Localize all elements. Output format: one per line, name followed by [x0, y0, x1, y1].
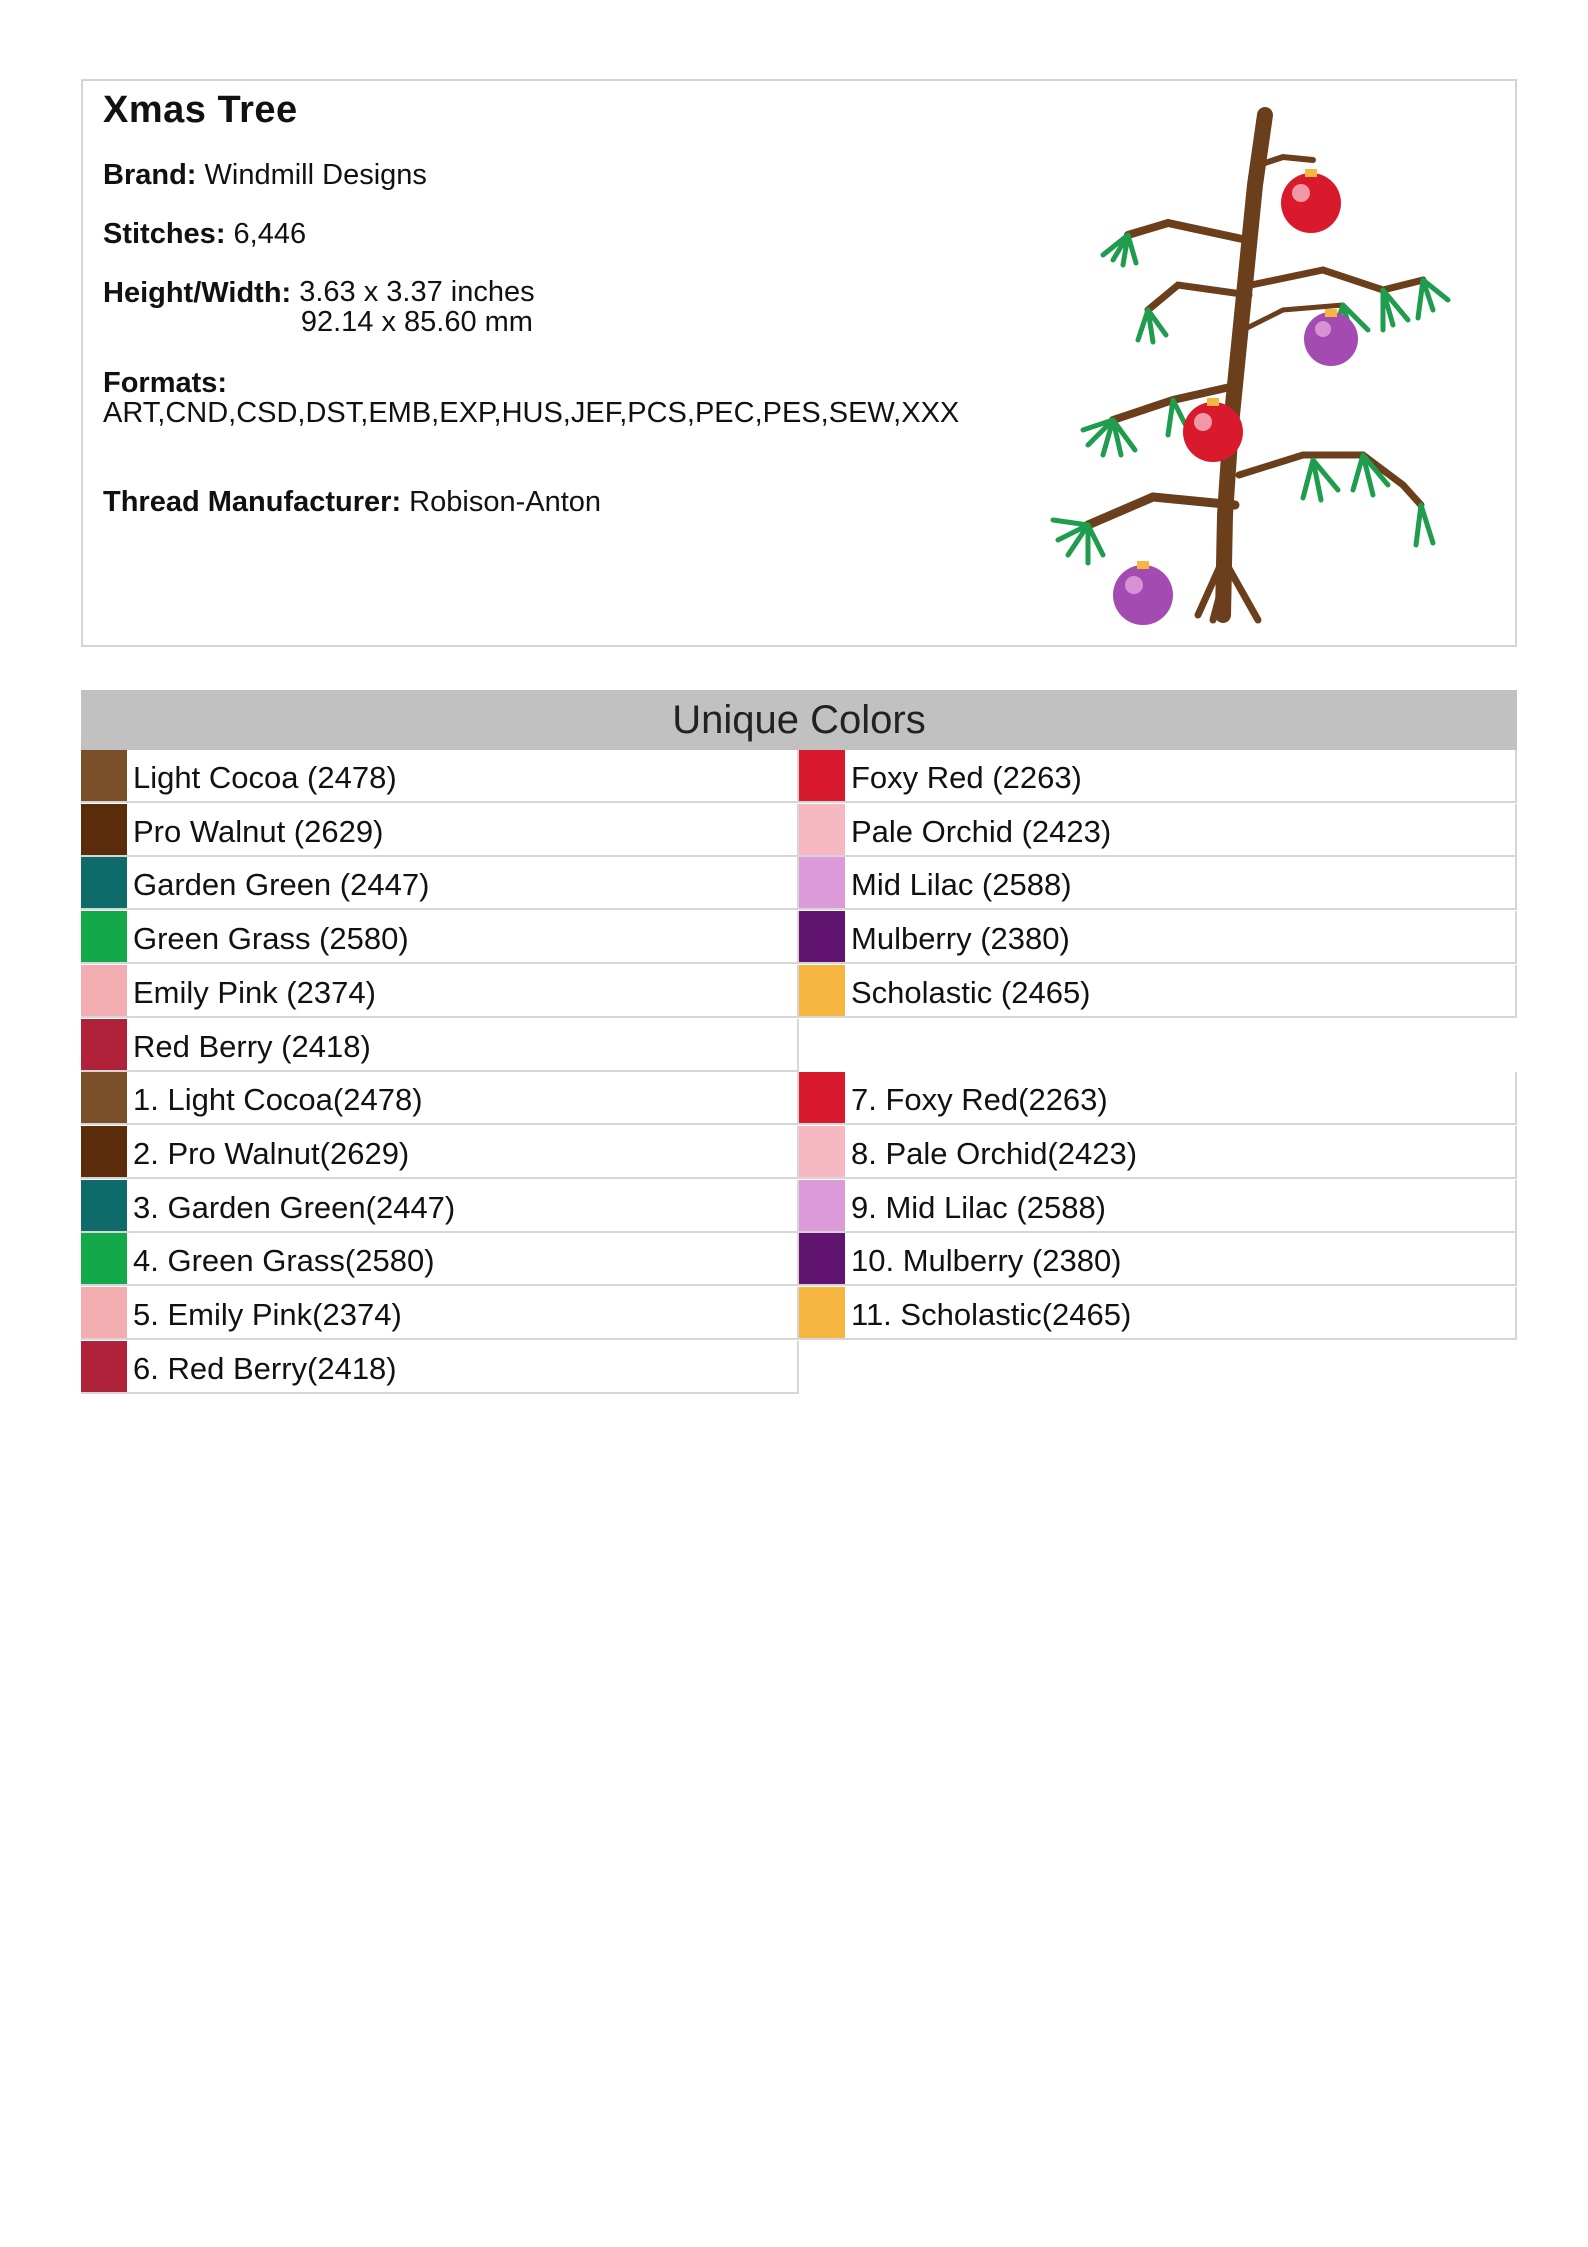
unique-color-row	[81, 857, 799, 910]
color-label: Emily Pink (2374)	[133, 974, 376, 1010]
height-width-field	[103, 277, 535, 337]
unique-color-row	[799, 804, 1517, 857]
color-label: 7. Foxy Red(2263)	[851, 1082, 1108, 1118]
tree-branches	[1088, 115, 1423, 620]
color-swatch	[81, 857, 127, 908]
color-swatch	[799, 1233, 845, 1284]
stitches-field	[103, 218, 306, 251]
brand-field	[103, 159, 427, 192]
formats-field	[103, 368, 983, 428]
unique-color-row	[81, 965, 799, 1018]
sequence-color-row	[81, 1341, 799, 1394]
sequence-color-row	[799, 1233, 1517, 1286]
color-label: Light Cocoa (2478)	[133, 760, 397, 795]
height-width-label: Height/Width:	[103, 277, 292, 309]
color-swatch	[81, 1287, 127, 1338]
color-swatch	[81, 1126, 127, 1177]
thread-manufacturer-value: Robison-Anton	[409, 486, 602, 518]
color-label: 5. Emily Pink(2374)	[133, 1297, 402, 1332]
unique-color-row	[799, 911, 1517, 964]
color-label: 6. Red Berry(2418)	[133, 1350, 397, 1386]
sequence-color-row	[81, 1180, 799, 1233]
color-swatch	[799, 1072, 845, 1123]
color-swatch	[799, 1287, 845, 1338]
color-swatch	[799, 857, 845, 908]
ornament-purple-left	[1113, 561, 1173, 625]
color-swatch	[81, 804, 127, 855]
color-label: 10. Mulberry (2380)	[851, 1243, 1122, 1279]
color-swatch	[81, 750, 127, 801]
color-label: 11. Scholastic(2465)	[851, 1297, 1132, 1332]
color-swatch	[81, 1341, 127, 1392]
color-swatch	[799, 965, 845, 1016]
color-label: 9. Mid Lilac (2588)	[851, 1189, 1107, 1225]
sequence-color-row	[799, 1180, 1517, 1233]
ornament-purple-right	[1304, 309, 1358, 366]
color-swatch	[799, 750, 845, 801]
unique-color-row	[81, 911, 799, 964]
color-swatch	[81, 1180, 127, 1231]
stitches-value: 6,446	[233, 218, 307, 250]
sequence-color-row	[799, 1126, 1517, 1179]
color-swatch	[799, 911, 845, 962]
color-label: 2. Pro Walnut(2629)	[133, 1135, 410, 1171]
color-label: Mid Lilac (2588)	[851, 867, 1072, 903]
color-label: Red Berry (2418)	[133, 1028, 371, 1064]
height-width-inches: 3.63 x 3.37 inches	[299, 276, 535, 308]
color-label: Scholastic (2465)	[851, 974, 1091, 1010]
color-swatch	[799, 1180, 845, 1231]
sequence-color-row	[81, 1126, 799, 1179]
color-label: 8. Pale Orchid(2423)	[851, 1135, 1138, 1171]
formats-list: ART,CND,CSD,DST,EMB,EXP,HUS,JEF,PCS,PEC,PES,SEW,XXX	[103, 397, 960, 429]
color-swatch	[81, 1072, 127, 1123]
sequence-color-row	[81, 1233, 799, 1286]
sequence-color-row	[799, 1287, 1517, 1340]
brand-label: Brand:	[103, 159, 197, 191]
color-label: 1. Light Cocoa(2478)	[133, 1082, 423, 1118]
color-swatch	[81, 965, 127, 1016]
color-label: Pro Walnut (2629)	[133, 813, 384, 849]
color-label: Mulberry (2380)	[851, 921, 1070, 957]
color-label: Green Grass (2580)	[133, 921, 409, 957]
unique-color-row	[81, 750, 799, 803]
unique-color-row	[81, 804, 799, 857]
unique-color-row	[81, 1019, 799, 1072]
unique-colors-header: Unique Colors	[81, 690, 1517, 750]
color-label: 3. Garden Green(2447)	[133, 1189, 456, 1225]
design-preview-image	[1003, 95, 1503, 635]
ornament-red-top	[1281, 169, 1341, 233]
sequence-color-row	[799, 1072, 1517, 1125]
color-swatch	[81, 1233, 127, 1284]
design-info-panel	[81, 79, 1517, 647]
color-label: Foxy Red (2263)	[851, 760, 1082, 795]
color-swatch	[81, 911, 127, 962]
unique-color-row	[799, 750, 1517, 803]
color-label: Garden Green (2447)	[133, 867, 430, 903]
formats-label: Formats:	[103, 367, 228, 399]
brand-value: Windmill Designs	[204, 159, 427, 191]
color-swatch	[799, 804, 845, 855]
color-swatch	[81, 1019, 127, 1070]
thread-manufacturer-field	[103, 486, 601, 519]
color-label: Pale Orchid (2423)	[851, 813, 1112, 849]
design-title: Xmas Tree	[103, 89, 298, 131]
color-label: 4. Green Grass(2580)	[133, 1243, 435, 1279]
unique-color-row	[799, 965, 1517, 1018]
color-swatch	[799, 1126, 845, 1177]
thread-manufacturer-label: Thread Manufacturer:	[103, 486, 402, 518]
unique-colors-table	[81, 690, 1517, 1386]
height-width-mm: 92.14 x 85.60 mm	[300, 306, 533, 338]
stitches-label: Stitches:	[103, 218, 226, 250]
sequence-color-row	[81, 1072, 799, 1125]
unique-color-row	[799, 857, 1517, 910]
sequence-color-row	[81, 1287, 799, 1340]
